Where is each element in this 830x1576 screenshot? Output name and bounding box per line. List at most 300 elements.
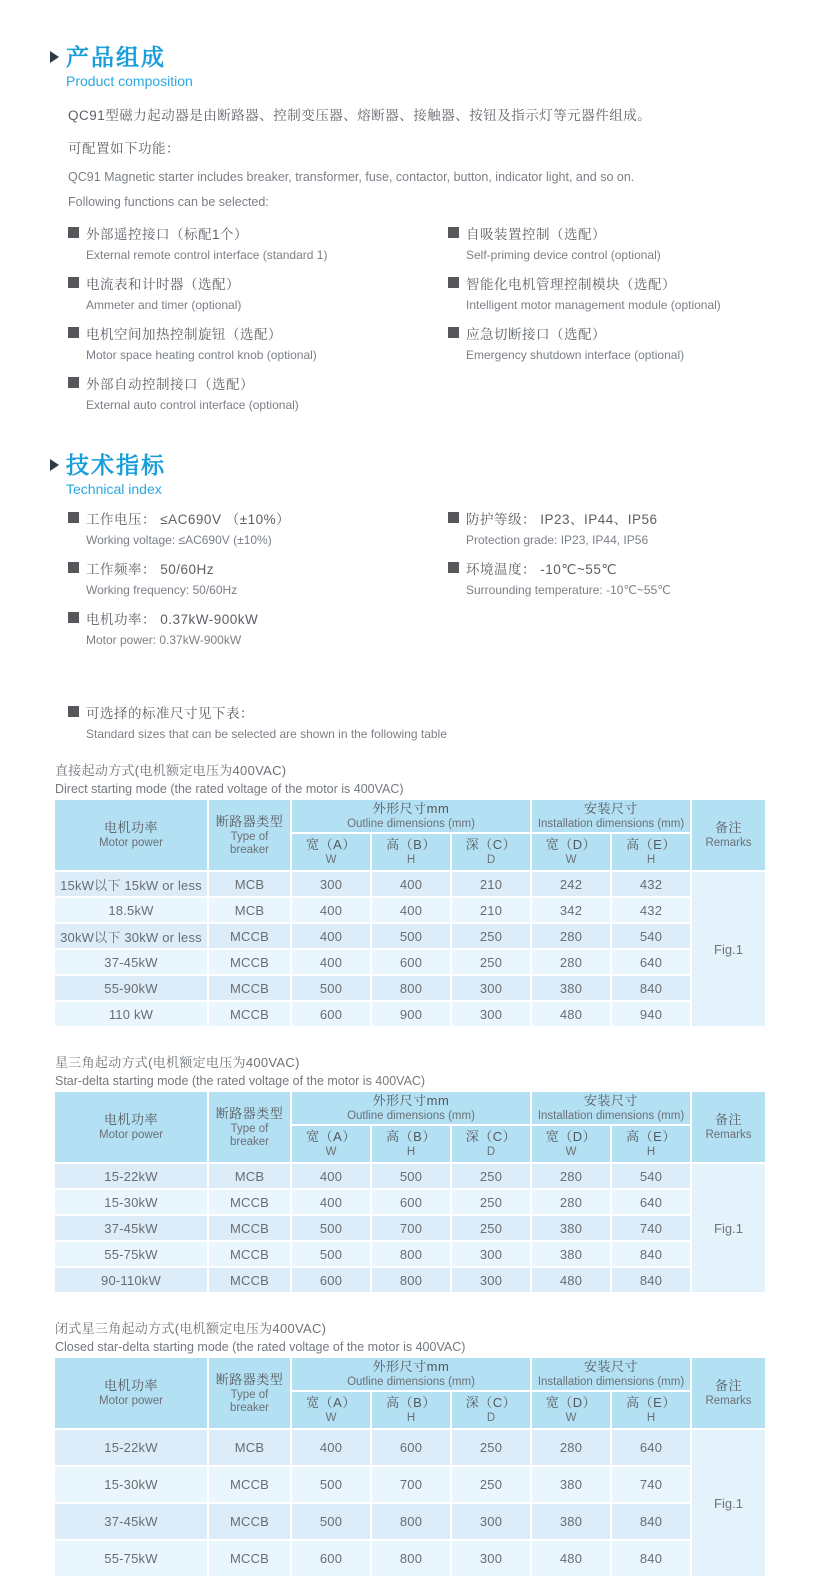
header-label-en: H bbox=[406, 1412, 416, 1424]
header-sub-dimension bbox=[532, 1392, 610, 1428]
section-title-en: Technical index bbox=[66, 481, 162, 497]
table-cell: 800 bbox=[372, 1268, 450, 1292]
header-label-zh: 高（E） bbox=[626, 837, 676, 852]
header-sub-dimension bbox=[532, 1126, 610, 1162]
table-cell: 840 bbox=[612, 976, 690, 1000]
bullet-square-icon bbox=[68, 562, 79, 573]
bullet-item-en: Self-priming device control (optional) bbox=[466, 248, 661, 262]
header-label-zh: 备注 bbox=[714, 820, 742, 835]
header-label-en: Remarks bbox=[705, 1129, 752, 1141]
table-cell: MCB bbox=[209, 872, 290, 896]
bullet-item-en: Ammeter and timer (optional) bbox=[86, 298, 242, 312]
header-label-en: W bbox=[565, 1412, 577, 1424]
table-cell: 55-75kW bbox=[55, 1541, 207, 1576]
dimension-table-star-delta bbox=[55, 1092, 830, 1292]
header-label-zh: 安装尺寸 bbox=[583, 801, 638, 816]
table-note-zh: 可选择的标准尺寸见下表： bbox=[86, 705, 254, 721]
header-label-en: W bbox=[565, 1146, 577, 1158]
bullet-item bbox=[68, 270, 448, 317]
table-cell: 600 bbox=[292, 1268, 370, 1292]
section-heading-product bbox=[50, 44, 830, 89]
table-cell: 700 bbox=[372, 1467, 450, 1502]
header-label-zh: 外形尺寸mm bbox=[372, 1093, 450, 1108]
header-breaker-type bbox=[209, 800, 290, 870]
table-cell: 250 bbox=[452, 924, 530, 948]
table-cell: 30kW以下 30kW or less bbox=[55, 924, 207, 948]
table-cell: 840 bbox=[612, 1504, 690, 1539]
dimension-table-direct bbox=[55, 800, 830, 1026]
table-cell: MCB bbox=[209, 1430, 290, 1465]
header-outline-dimensions bbox=[292, 800, 530, 832]
table-cell: 400 bbox=[372, 898, 450, 922]
table-cell: 15-22kW bbox=[55, 1164, 207, 1188]
bullet-square-icon bbox=[68, 227, 79, 238]
table-cell: 380 bbox=[532, 1216, 610, 1240]
header-label-zh: 高（B） bbox=[386, 1129, 436, 1144]
bullet-square-icon bbox=[448, 277, 459, 288]
table-cell: 900 bbox=[372, 1002, 450, 1026]
bullet-item-en: Intelligent motor management module (optional) bbox=[466, 298, 721, 312]
header-label-en: W bbox=[565, 854, 577, 866]
header-label-en: Type of breaker bbox=[230, 1388, 269, 1414]
bullet-item-zh: 工作频率： 50/60Hz bbox=[86, 561, 215, 577]
header-label-zh: 电机功率 bbox=[103, 1378, 158, 1393]
bullet-square-icon bbox=[68, 277, 79, 288]
table-cell: 640 bbox=[612, 1190, 690, 1214]
section-title-en: Product composition bbox=[66, 73, 193, 89]
bullet-item-zh-line bbox=[448, 555, 778, 580]
header-label-zh: 断路器类型 bbox=[215, 1105, 284, 1121]
intro-paragraph-en: QC91 Magnetic starter includes breaker, transformer, fuse, contactor, button, indicator light, and so on. bbox=[68, 170, 635, 184]
table-cell: MCCB bbox=[209, 1268, 290, 1292]
table-cell: 280 bbox=[532, 950, 610, 974]
table-cell: MCCB bbox=[209, 1467, 290, 1502]
bullet-item-zh-line bbox=[68, 320, 448, 345]
table-cell: 250 bbox=[452, 1430, 530, 1465]
table-cell: 640 bbox=[612, 950, 690, 974]
header-label-zh: 外形尺寸mm bbox=[372, 1359, 450, 1374]
table-cell: 500 bbox=[372, 1164, 450, 1188]
bullet-item-en: Emergency shutdown interface (optional) bbox=[466, 348, 685, 362]
bullet-item-zh: 应急切断接口（选配） bbox=[466, 326, 606, 342]
table-cell: 15-30kW bbox=[55, 1467, 207, 1502]
table-note-en: Standard sizes that can be selected are shown in the following table bbox=[86, 727, 447, 741]
spec-column-left bbox=[68, 505, 448, 655]
bullet-item bbox=[448, 220, 778, 267]
bullet-item-en: Motor space heating control knob (optional) bbox=[86, 348, 317, 362]
bullet-item-zh-line bbox=[68, 555, 448, 580]
bullet-item bbox=[68, 605, 448, 652]
bullet-item-en: Working frequency: 50/60Hz bbox=[86, 583, 238, 597]
table-cell: 210 bbox=[452, 898, 530, 922]
header-outline-dimensions bbox=[292, 1358, 530, 1390]
intro-paragraph-en: Following functions can be selected: bbox=[68, 195, 269, 209]
table-cell: 300 bbox=[452, 1541, 530, 1576]
table-cell: 55-90kW bbox=[55, 976, 207, 1000]
bullet-square-icon bbox=[448, 512, 459, 523]
header-label-zh: 宽（A） bbox=[306, 1395, 356, 1410]
header-installation-dimensions bbox=[532, 1358, 690, 1390]
header-label-en: Installation dimensions (mm) bbox=[537, 1110, 685, 1122]
bullet-square-icon bbox=[68, 512, 79, 523]
header-sub-dimension bbox=[292, 1126, 370, 1162]
header-label-en: Motor power bbox=[99, 1129, 163, 1141]
table-cell: 500 bbox=[292, 1216, 370, 1240]
table-cell: 400 bbox=[292, 1430, 370, 1465]
header-label-zh: 高（E） bbox=[626, 1395, 676, 1410]
section-titles bbox=[66, 44, 193, 89]
spec-column-right bbox=[448, 505, 778, 655]
table-cell: 18.5kW bbox=[55, 898, 207, 922]
header-motor-power bbox=[55, 1092, 207, 1162]
bullet-item bbox=[448, 270, 778, 317]
bullet-square-icon bbox=[448, 562, 459, 573]
bullet-item-zh: 外部遥控接口（标配1个） bbox=[86, 226, 249, 242]
header-label-zh: 宽（A） bbox=[306, 837, 356, 852]
table-cell: 432 bbox=[612, 872, 690, 896]
bullet-item-zh-line bbox=[448, 220, 778, 245]
table-cell: 300 bbox=[452, 1002, 530, 1026]
bullet-item-en: External remote control interface (standard 1) bbox=[86, 248, 328, 262]
header-sub-dimension bbox=[292, 1392, 370, 1428]
table-cell: MCCB bbox=[209, 1541, 290, 1576]
table-cell: 380 bbox=[532, 1467, 610, 1502]
header-label-en: H bbox=[406, 1146, 416, 1158]
bullet-item bbox=[68, 505, 448, 552]
bullet-square-icon bbox=[68, 612, 79, 623]
bullet-item-en: Working voltage: ≤AC690V (±10%) bbox=[86, 533, 272, 547]
table-cell: 15-30kW bbox=[55, 1190, 207, 1214]
table-title bbox=[55, 1318, 830, 1354]
feature-column-left bbox=[68, 220, 448, 420]
table-title-en: Closed star-delta starting mode (the rated voltage of the motor is 400VAC) bbox=[55, 1340, 466, 1354]
header-outline-dimensions bbox=[292, 1092, 530, 1124]
bullet-square-icon bbox=[68, 327, 79, 338]
header-label-zh: 安装尺寸 bbox=[583, 1093, 638, 1108]
table-cell: MCCB bbox=[209, 1002, 290, 1026]
header-label-en: Motor power bbox=[99, 837, 163, 849]
header-label-zh: 宽（A） bbox=[306, 1129, 356, 1144]
table-block-closed-star-delta bbox=[55, 1318, 830, 1576]
table-cell: 740 bbox=[612, 1467, 690, 1502]
feature-columns bbox=[68, 220, 830, 420]
table-cell: 300 bbox=[452, 976, 530, 1000]
header-sub-dimension bbox=[612, 1126, 690, 1162]
header-sub-dimension bbox=[612, 1392, 690, 1428]
bullet-square-icon bbox=[448, 327, 459, 338]
header-label-zh: 高（B） bbox=[386, 837, 436, 852]
bullet-item bbox=[68, 320, 448, 367]
table-cell: MCB bbox=[209, 898, 290, 922]
header-label-en: W bbox=[325, 1412, 337, 1424]
bullet-square-icon bbox=[68, 706, 79, 717]
table-cell: 600 bbox=[372, 1430, 450, 1465]
table-cell: 600 bbox=[292, 1002, 370, 1026]
table-title-zh: 闭式星三角起动方式(电机额定电压为400VAC) bbox=[55, 1321, 327, 1336]
table-cell: 800 bbox=[372, 976, 450, 1000]
header-label-en: Outline dimensions (mm) bbox=[347, 1110, 475, 1122]
table-cell: 37-45kW bbox=[55, 950, 207, 974]
bullet-item-zh: 自吸装置控制（选配） bbox=[466, 226, 606, 242]
table-cell: MCCB bbox=[209, 950, 290, 974]
table-cell: 500 bbox=[292, 1467, 370, 1502]
header-label-en: Type of breaker bbox=[230, 1122, 269, 1148]
table-cell: 400 bbox=[292, 950, 370, 974]
triangle-bullet-icon bbox=[50, 459, 59, 471]
header-sub-dimension bbox=[372, 1126, 450, 1162]
header-label-en: Installation dimensions (mm) bbox=[537, 818, 685, 830]
bullet-item bbox=[448, 505, 778, 552]
header-sub-dimension bbox=[372, 834, 450, 870]
table-cell: 540 bbox=[612, 1164, 690, 1188]
header-remarks bbox=[692, 800, 765, 870]
table-cell: 500 bbox=[292, 1242, 370, 1266]
header-installation-dimensions bbox=[532, 1092, 690, 1124]
table-cell: 37-45kW bbox=[55, 1216, 207, 1240]
table-cell: 500 bbox=[372, 924, 450, 948]
table-cell: 280 bbox=[532, 924, 610, 948]
section-heading-technical bbox=[50, 452, 830, 497]
header-label-zh: 电机功率 bbox=[103, 1112, 158, 1127]
header-motor-power bbox=[55, 1358, 207, 1428]
bullet-item-zh: 环境温度： -10℃~55℃ bbox=[466, 561, 617, 577]
header-label-zh: 电机功率 bbox=[103, 820, 158, 835]
header-label-en: Type of breaker bbox=[230, 830, 269, 856]
header-label-zh: 深（C） bbox=[465, 837, 517, 852]
header-label-en: H bbox=[646, 854, 656, 866]
table-cell: MCCB bbox=[209, 976, 290, 1000]
remark-cell: Fig.1 bbox=[692, 1430, 765, 1576]
table-note bbox=[68, 699, 830, 746]
table-cell: 480 bbox=[532, 1268, 610, 1292]
table-cell: 90-110kW bbox=[55, 1268, 207, 1292]
table-cell: 800 bbox=[372, 1541, 450, 1576]
bullet-item bbox=[448, 555, 778, 602]
bullet-item-zh-line bbox=[68, 270, 448, 295]
table-cell: 840 bbox=[612, 1242, 690, 1266]
header-motor-power bbox=[55, 800, 207, 870]
header-label-zh: 深（C） bbox=[465, 1395, 517, 1410]
header-label-zh: 断路器类型 bbox=[215, 1371, 284, 1387]
header-label-zh: 宽（D） bbox=[545, 1129, 597, 1144]
header-label-zh: 宽（D） bbox=[545, 837, 597, 852]
header-label-en: Outline dimensions (mm) bbox=[347, 1376, 475, 1388]
table-cell: 55-75kW bbox=[55, 1242, 207, 1266]
table-cell: 380 bbox=[532, 1504, 610, 1539]
header-label-zh: 深（C） bbox=[465, 1129, 517, 1144]
header-label-en: Installation dimensions (mm) bbox=[537, 1376, 685, 1388]
table-cell: 400 bbox=[292, 924, 370, 948]
bullet-item-zh-line bbox=[68, 605, 448, 630]
table-cell: 400 bbox=[292, 1164, 370, 1188]
header-label-en: D bbox=[486, 1146, 496, 1158]
bullet-item-zh-line bbox=[448, 320, 778, 345]
table-title-zh: 直接起动方式(电机额定电压为400VAC) bbox=[55, 763, 287, 778]
table-cell: MCCB bbox=[209, 1504, 290, 1539]
bullet-item-zh-line bbox=[68, 370, 448, 395]
bullet-item-zh: 电机功率： 0.37kW-900kW bbox=[86, 611, 259, 627]
table-cell: 250 bbox=[452, 1216, 530, 1240]
header-label-zh: 备注 bbox=[714, 1112, 742, 1127]
table-cell: MCB bbox=[209, 1164, 290, 1188]
spec-columns bbox=[68, 505, 830, 655]
header-label-en: Remarks bbox=[705, 1395, 752, 1407]
header-sub-dimension bbox=[372, 1392, 450, 1428]
header-sub-dimension bbox=[452, 1392, 530, 1428]
table-title bbox=[55, 1052, 830, 1088]
dimension-table-grid bbox=[55, 1092, 765, 1292]
dimension-table-closed-star-delta bbox=[55, 1358, 830, 1576]
table-cell: 300 bbox=[452, 1504, 530, 1539]
header-sub-dimension bbox=[452, 834, 530, 870]
table-cell: 250 bbox=[452, 1190, 530, 1214]
table-cell: MCCB bbox=[209, 924, 290, 948]
table-cell: 280 bbox=[532, 1164, 610, 1188]
header-remarks bbox=[692, 1092, 765, 1162]
table-cell: 840 bbox=[612, 1268, 690, 1292]
table-cell: MCCB bbox=[209, 1190, 290, 1214]
table-title-en: Star-delta starting mode (the rated voltage of the motor is 400VAC) bbox=[55, 1074, 426, 1088]
bullet-item bbox=[68, 220, 448, 267]
table-title-zh: 星三角起动方式(电机额定电压为400VAC) bbox=[55, 1055, 300, 1070]
table-cell: 250 bbox=[452, 1164, 530, 1188]
section-titles bbox=[66, 452, 166, 497]
table-title-en: Direct starting mode (the rated voltage of the motor is 400VAC) bbox=[55, 782, 404, 796]
intro-paragraph-zh: 可配置如下功能： bbox=[68, 141, 180, 156]
table-cell: 800 bbox=[372, 1504, 450, 1539]
bullet-item-en: Protection grade: IP23, IP44, IP56 bbox=[466, 533, 649, 547]
table-cell: 480 bbox=[532, 1002, 610, 1026]
header-label-zh: 安装尺寸 bbox=[583, 1359, 638, 1374]
header-label-en: W bbox=[325, 1146, 337, 1158]
header-label-zh: 备注 bbox=[714, 1378, 742, 1393]
dimension-table-grid bbox=[55, 1358, 765, 1576]
feature-column-right bbox=[448, 220, 778, 420]
bullet-square-icon bbox=[448, 227, 459, 238]
triangle-bullet-icon bbox=[50, 51, 59, 63]
table-cell: 110 kW bbox=[55, 1002, 207, 1026]
header-sub-dimension bbox=[532, 834, 610, 870]
table-note-zh-line bbox=[68, 699, 830, 724]
bullet-item-en: External auto control interface (optional) bbox=[86, 398, 299, 412]
table-cell: 15-22kW bbox=[55, 1430, 207, 1465]
header-label-en: Outline dimensions (mm) bbox=[347, 818, 475, 830]
bullet-item-zh: 智能化电机管理控制模块（选配） bbox=[466, 276, 676, 292]
table-cell: 37-45kW bbox=[55, 1504, 207, 1539]
table-cell: 480 bbox=[532, 1541, 610, 1576]
table-cell: 300 bbox=[452, 1242, 530, 1266]
table-cell: 840 bbox=[612, 1541, 690, 1576]
header-remarks bbox=[692, 1358, 765, 1428]
table-title bbox=[55, 760, 830, 796]
header-label-en: Remarks bbox=[705, 837, 752, 849]
bullet-item bbox=[68, 370, 448, 417]
table-cell: 740 bbox=[612, 1216, 690, 1240]
header-label-en: Motor power bbox=[99, 1395, 163, 1407]
table-cell: 640 bbox=[612, 1430, 690, 1465]
header-label-en: H bbox=[646, 1146, 656, 1158]
bullet-item-zh: 防护等级： IP23、IP44、IP56 bbox=[466, 511, 658, 527]
remark-cell: Fig.1 bbox=[692, 1164, 765, 1292]
table-cell: 380 bbox=[532, 976, 610, 1000]
table-cell: 800 bbox=[372, 1242, 450, 1266]
bullet-item bbox=[68, 555, 448, 602]
table-cell: 15kW以下 15kW or less bbox=[55, 872, 207, 896]
bullet-item-zh-line bbox=[448, 270, 778, 295]
table-cell: 700 bbox=[372, 1216, 450, 1240]
table-cell: 500 bbox=[292, 976, 370, 1000]
table-cell: 300 bbox=[452, 1268, 530, 1292]
header-label-en: W bbox=[325, 854, 337, 866]
header-label-en: D bbox=[486, 854, 496, 866]
header-label-en: H bbox=[646, 1412, 656, 1424]
bullet-square-icon bbox=[68, 377, 79, 388]
table-cell: 540 bbox=[612, 924, 690, 948]
table-cell: 600 bbox=[372, 950, 450, 974]
header-label-zh: 宽（D） bbox=[545, 1395, 597, 1410]
bullet-item-zh: 工作电压： ≤AC690V （±10%） bbox=[86, 511, 291, 527]
table-cell: 280 bbox=[532, 1430, 610, 1465]
bullet-item-en: Motor power: 0.37kW-900kW bbox=[86, 633, 242, 647]
bullet-item-zh: 电机空间加热控制旋钮（选配） bbox=[86, 326, 282, 342]
table-cell: 300 bbox=[292, 872, 370, 896]
table-cell: 940 bbox=[612, 1002, 690, 1026]
section-title-zh: 产品组成 bbox=[66, 44, 166, 70]
header-label-en: D bbox=[486, 1412, 496, 1424]
dimension-table-grid bbox=[55, 800, 765, 1026]
table-cell: MCCB bbox=[209, 1242, 290, 1266]
table-block-direct-starting bbox=[55, 760, 830, 1026]
remark-cell: Fig.1 bbox=[692, 872, 765, 1026]
bullet-item bbox=[448, 320, 778, 367]
product-intro bbox=[68, 104, 768, 209]
table-cell: 600 bbox=[372, 1190, 450, 1214]
header-sub-dimension bbox=[292, 834, 370, 870]
header-label-en: H bbox=[406, 854, 416, 866]
table-cell: 342 bbox=[532, 898, 610, 922]
table-cell: 400 bbox=[292, 1190, 370, 1214]
header-installation-dimensions bbox=[532, 800, 690, 832]
table-cell: 500 bbox=[292, 1504, 370, 1539]
table-cell: MCCB bbox=[209, 1216, 290, 1240]
bullet-item-en: Surrounding temperature: -10℃~55℃ bbox=[466, 583, 671, 597]
intro-paragraph-zh: QC91型磁力起动器是由断路器、控制变压器、熔断器、接触器、按钮及指示灯等元器件组成。 bbox=[68, 108, 652, 123]
table-cell: 380 bbox=[532, 1242, 610, 1266]
section-title-zh: 技术指标 bbox=[66, 452, 166, 478]
bullet-item-zh: 外部自动控制接口（选配） bbox=[86, 376, 254, 392]
header-label-zh: 高（B） bbox=[386, 1395, 436, 1410]
table-cell: 432 bbox=[612, 898, 690, 922]
bullet-item-zh: 电流表和计时器（选配） bbox=[86, 276, 240, 292]
header-label-zh: 高（E） bbox=[626, 1129, 676, 1144]
table-cell: 210 bbox=[452, 872, 530, 896]
bullet-item-zh-line bbox=[68, 505, 448, 530]
header-sub-dimension bbox=[452, 1126, 530, 1162]
table-cell: 400 bbox=[292, 898, 370, 922]
table-cell: 250 bbox=[452, 950, 530, 974]
table-cell: 242 bbox=[532, 872, 610, 896]
table-cell: 600 bbox=[292, 1541, 370, 1576]
table-block-star-delta bbox=[55, 1052, 830, 1292]
table-cell: 400 bbox=[372, 872, 450, 896]
header-label-zh: 断路器类型 bbox=[215, 813, 284, 829]
header-sub-dimension bbox=[612, 834, 690, 870]
table-cell: 280 bbox=[532, 1190, 610, 1214]
header-breaker-type bbox=[209, 1092, 290, 1162]
header-label-zh: 外形尺寸mm bbox=[372, 801, 450, 816]
table-cell: 250 bbox=[452, 1467, 530, 1502]
bullet-item-zh-line bbox=[68, 220, 448, 245]
